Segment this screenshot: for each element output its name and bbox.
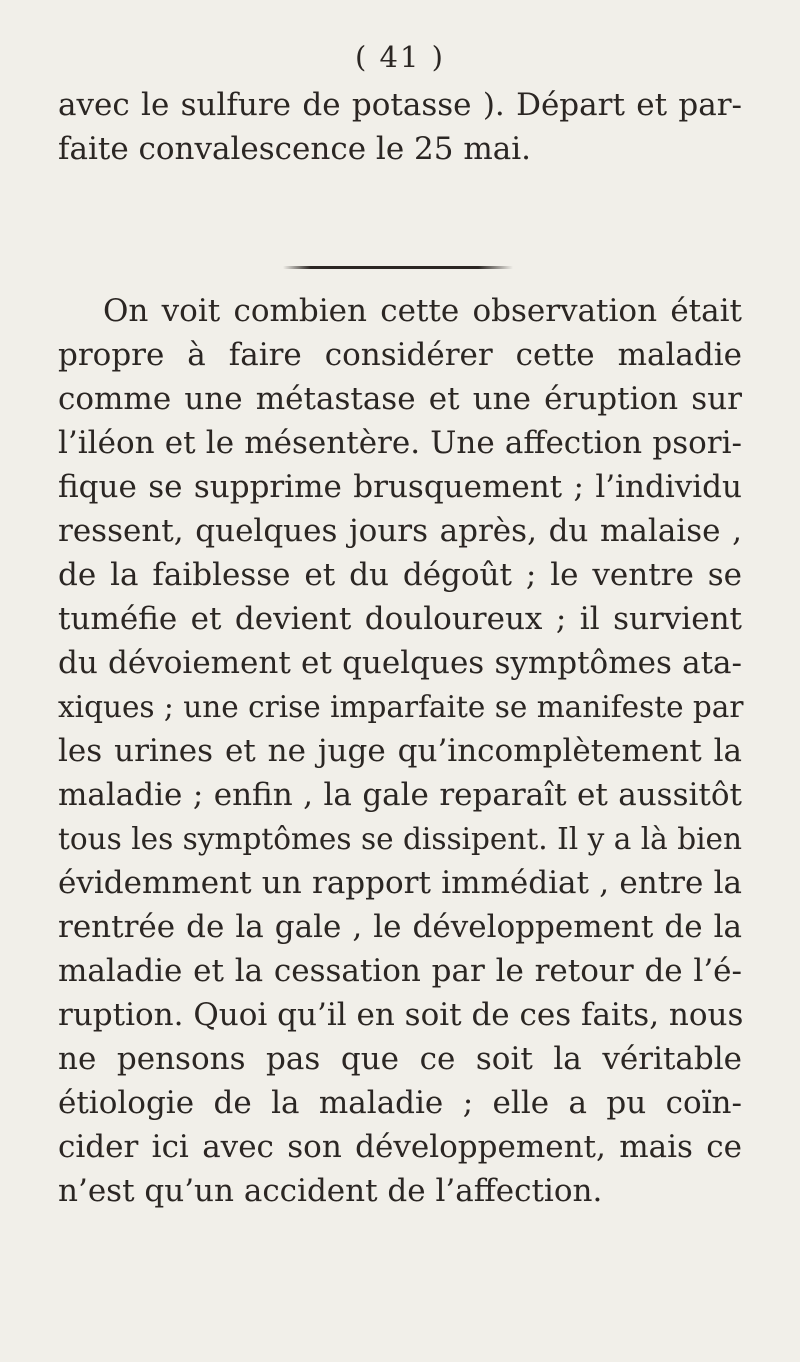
text-line: comme une métastase et une éruption sur bbox=[58, 381, 742, 417]
text-line: l’iléon et le mésentère. Une affection psori- bbox=[58, 425, 742, 461]
text-line: les urines et ne juge qu’incomplètement la bbox=[58, 733, 742, 769]
page-number: ( 41 ) bbox=[355, 40, 445, 74]
text-line: de la faiblesse et du dégoût ; le ventre se bbox=[58, 557, 742, 593]
text-line: maladie et la cessation par le retour de l’é- bbox=[58, 953, 742, 989]
text-line: cider ici avec son développement, mais ce bbox=[58, 1129, 742, 1165]
text-line: ne pensons pas que ce soit la véritable bbox=[58, 1041, 742, 1077]
text-line: tuméfie et devient douloureux ; il survient bbox=[58, 601, 742, 637]
text-line: maladie ; enfin , la gale reparaît et aussitôt bbox=[58, 777, 742, 813]
text-line: propre à faire considérer cette maladie bbox=[58, 337, 742, 373]
text-line: ressent, quelques jours après, du malaise , bbox=[58, 513, 742, 549]
text-line: On voit combien cette observation était bbox=[103, 293, 742, 329]
text-line: n’est qu’un accident de l’affection. bbox=[58, 1173, 603, 1209]
text-line: étiologie de la maladie ; elle a pu coïn- bbox=[58, 1085, 742, 1121]
text-line: rentrée de la gale , le développement de la bbox=[58, 909, 742, 945]
text-line: du dévoiement et quelques symptômes ata- bbox=[58, 645, 742, 681]
section-separator bbox=[283, 266, 513, 269]
text-line: ruption. Quoi qu’il en soit de ces faits, nous bbox=[58, 997, 744, 1033]
text-line: avec le sulfure de potasse ). Départ et par- bbox=[58, 87, 742, 123]
text-line: fique se supprime brusquement ; l’individu bbox=[58, 469, 742, 505]
text-line: tous les symptômes se dissipent. Il y a là bien bbox=[58, 822, 742, 856]
text-line: évidemment un rapport immédiat , entre la bbox=[58, 865, 742, 901]
text-line: faite convalescence le 25 mai. bbox=[58, 131, 531, 167]
text-line: xiques ; une crise imparfaite se manifeste par bbox=[58, 690, 744, 724]
